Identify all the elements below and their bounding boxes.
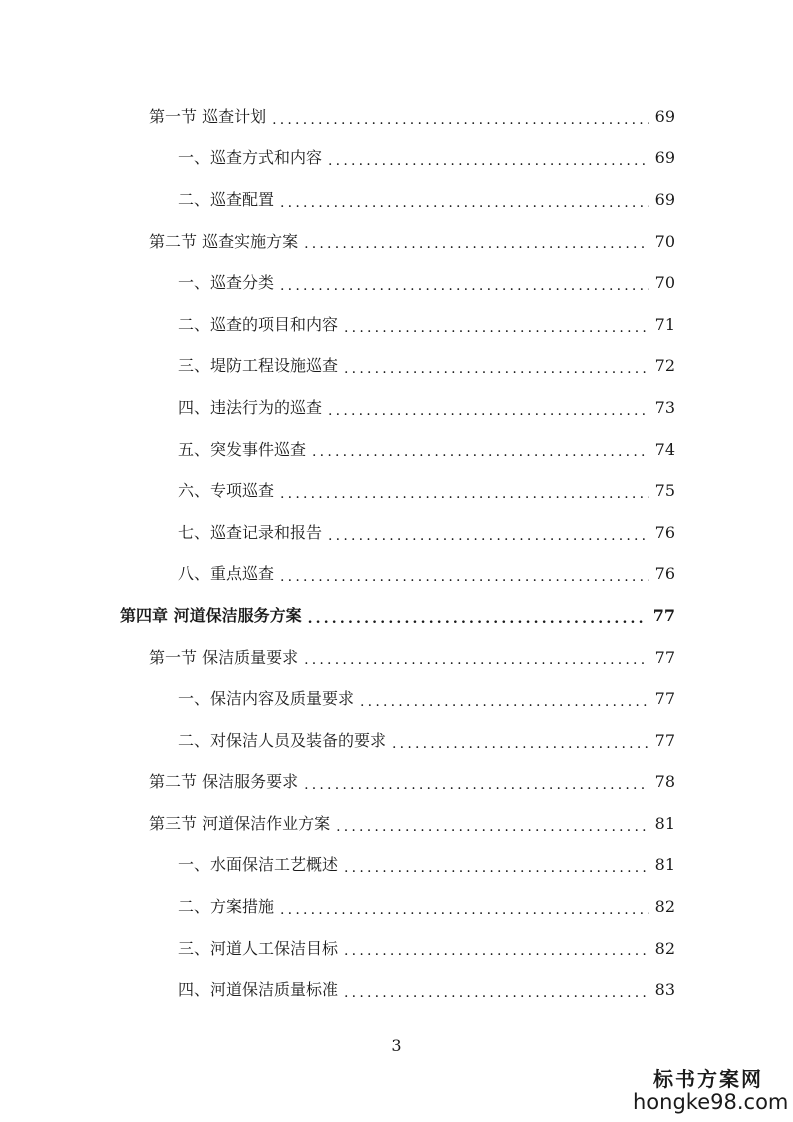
toc-entry-title: 五、突发事件巡查 — [178, 439, 307, 459]
toc-entry-page-number: 75 — [654, 481, 675, 501]
toc-leader-dots — [280, 196, 649, 221]
toc-entry[interactable] — [0, 762, 793, 804]
toc-entry-page-number: 73 — [654, 397, 675, 417]
toc-entry-page-number: 81 — [654, 813, 675, 833]
toc-leader-dots — [304, 778, 649, 803]
toc-leader-dots — [280, 903, 649, 928]
toc-entry-page-number: 72 — [654, 356, 675, 376]
toc-entry-title: 二、巡查配置 — [178, 189, 275, 209]
toc-entry[interactable] — [0, 96, 793, 138]
toc-entry[interactable] — [0, 138, 793, 180]
toc-leader-dots — [328, 154, 649, 179]
toc-entry[interactable] — [0, 720, 793, 762]
toc-leader-dots — [344, 362, 649, 387]
toc-leader-dots — [280, 279, 649, 304]
toc-leader-dots — [344, 861, 649, 886]
toc-entry-page-number: 77 — [654, 689, 675, 709]
toc-entry[interactable] — [0, 928, 793, 970]
toc-entry-title: 六、专项巡查 — [178, 481, 275, 501]
toc-entry-title: 第二节 巡查实施方案 — [149, 231, 299, 251]
toc-entry[interactable] — [0, 637, 793, 679]
toc-leader-dots — [304, 237, 649, 262]
toc-entry-page-number: 82 — [654, 897, 675, 917]
toc-entry-title: 三、堤防工程设施巡查 — [178, 356, 339, 376]
toc-entry-title: 第四章 河道保洁服务方案 — [120, 605, 302, 625]
toc-entry-page-number: 69 — [654, 189, 675, 209]
toc-entry[interactable] — [0, 429, 793, 471]
watermark-title: 标书方案网 — [653, 1066, 763, 1091]
toc-entry[interactable] — [0, 554, 793, 596]
toc-leader-dots — [280, 487, 649, 512]
toc-entry-page-number: 69 — [654, 106, 675, 126]
toc-leader-dots — [328, 529, 649, 554]
toc-leader-dots — [280, 570, 649, 595]
toc-entry-page-number: 83 — [654, 980, 675, 1000]
table-of-contents — [0, 96, 793, 1011]
toc-leader-dots — [344, 944, 649, 969]
toc-entry-title: 一、水面保洁工艺概述 — [178, 855, 339, 875]
toc-entry-title: 第二节 保洁服务要求 — [149, 772, 299, 792]
toc-entry[interactable] — [0, 262, 793, 304]
toc-entry-title: 一、保洁内容及质量要求 — [178, 689, 355, 709]
watermark-logo — [633, 1066, 789, 1114]
toc-entry[interactable] — [0, 179, 793, 221]
toc-entry-page-number: 76 — [654, 522, 675, 542]
toc-entry-page-number: 71 — [654, 314, 675, 334]
toc-leader-dots — [308, 612, 647, 637]
toc-entry[interactable] — [0, 512, 793, 554]
toc-entry-title: 三、河道人工保洁目标 — [178, 938, 339, 958]
toc-entry[interactable] — [0, 595, 793, 637]
toc-entry[interactable] — [0, 346, 793, 388]
toc-entry-page-number: 74 — [654, 439, 675, 459]
toc-entry-title: 一、巡查分类 — [178, 273, 275, 293]
toc-entry-title: 第一节 巡查计划 — [149, 106, 267, 126]
toc-entry[interactable] — [0, 845, 793, 887]
toc-entry[interactable] — [0, 886, 793, 928]
toc-entry-title: 一、巡查方式和内容 — [178, 148, 323, 168]
toc-entry-page-number: 76 — [654, 564, 675, 584]
toc-leader-dots — [392, 737, 649, 762]
toc-entry-page-number: 70 — [654, 231, 675, 251]
toc-entry[interactable] — [0, 387, 793, 429]
toc-leader-dots — [336, 820, 649, 845]
toc-entry-title: 第三节 河道保洁作业方案 — [149, 813, 331, 833]
page-number: 3 — [391, 1036, 402, 1055]
toc-leader-dots — [344, 986, 649, 1011]
toc-entry-title: 二、方案措施 — [178, 897, 275, 917]
toc-entry[interactable] — [0, 678, 793, 720]
toc-entry-page-number: 69 — [654, 148, 675, 168]
toc-leader-dots — [272, 113, 649, 138]
toc-entry-title: 七、巡查记录和报告 — [178, 522, 323, 542]
toc-entry-page-number: 82 — [654, 938, 675, 958]
toc-entry[interactable] — [0, 304, 793, 346]
toc-entry-title: 二、对保洁人员及装备的要求 — [178, 730, 387, 750]
toc-entry[interactable] — [0, 969, 793, 1011]
toc-entry-title: 二、巡查的项目和内容 — [178, 314, 339, 334]
toc-entry[interactable] — [0, 803, 793, 845]
toc-leader-dots — [304, 653, 649, 678]
toc-entry-title: 第一节 保洁质量要求 — [149, 647, 299, 667]
toc-entry-page-number: 77 — [654, 647, 675, 667]
toc-leader-dots — [360, 695, 649, 720]
toc-leader-dots — [344, 321, 649, 346]
toc-entry[interactable] — [0, 221, 793, 263]
toc-entry-title: 八、重点巡查 — [178, 564, 275, 584]
toc-leader-dots — [328, 404, 649, 429]
toc-entry-page-number: 77 — [654, 730, 675, 750]
toc-entry-page-number: 77 — [652, 605, 675, 625]
toc-leader-dots — [312, 445, 649, 470]
watermark-url: hongke98.com — [633, 1089, 789, 1114]
toc-entry-page-number: 81 — [654, 855, 675, 875]
toc-entry-page-number: 70 — [654, 273, 675, 293]
toc-entry-title: 四、违法行为的巡查 — [178, 397, 323, 417]
toc-entry[interactable] — [0, 470, 793, 512]
toc-entry-title: 四、河道保洁质量标准 — [178, 980, 339, 1000]
toc-entry-page-number: 78 — [654, 772, 675, 792]
